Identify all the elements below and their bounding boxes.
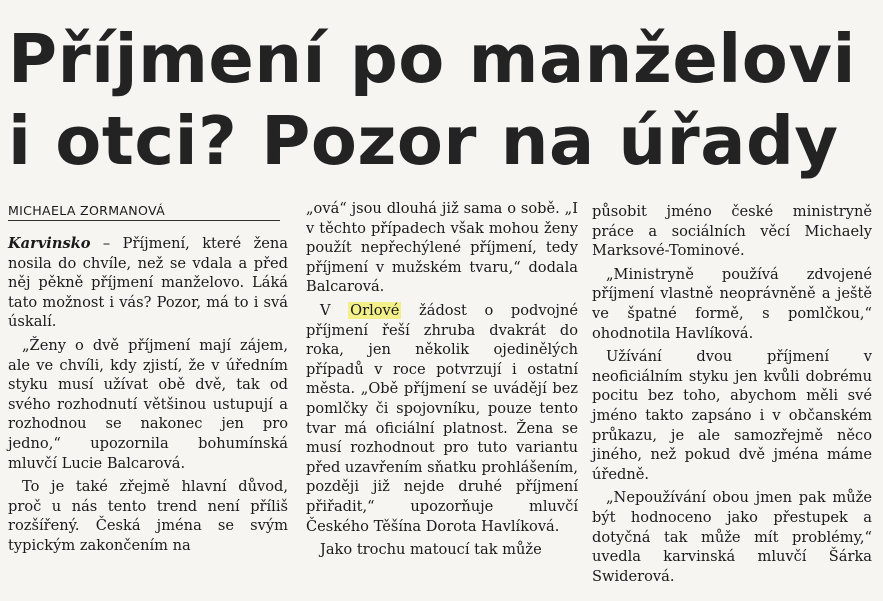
text-segment: žádost o podvojné příjmení řeší zhruba dvakrát do roka, jen několik ojedinělých případů v roce potvrzují i ostatní města. „Obě příjmení se uvádějí bez pomlčky či spojovníku, pouze tento tvar má oficiální platnost. Žena se musí rozhodnout pro tuto variantu před uzavřením sňatku prohlášením, později již nejde druhé příjmení přiřadit,“ upozorňuje mluvčí Českého Těšína Dorota Havlíková. xyxy=(306,301,579,535)
highlighted-word: Orlové xyxy=(350,301,400,319)
article-column-2 xyxy=(306,199,578,564)
paragraph: Užívání dvou příjmení v neoficiálním styku jen kvůli dobrému pocitu bez toho, abychom měli své jméno takto zapsáno i v občanském průkazu, je ale samozřejmě něco jiného, než pokud dvě jména máme úředně. xyxy=(592,348,872,483)
paragraph: „Nepoužívání obou jmen pak může být hodnoceno jako přestupek a dotyčná tak může mít problémy,“ uvedla karvinská mluvčí Šárka Swiderová. xyxy=(592,489,872,585)
headline xyxy=(8,18,868,182)
article-column-1 xyxy=(8,203,288,560)
paragraph: To je také zřejmě hlavní důvod, proč u nás tento trend není příliš rozšířený. Česká jména se svým typickým zakončením na xyxy=(8,478,288,554)
byline: MICHAELA ZORMANOVÁ xyxy=(8,203,280,221)
headline-line-1: Příjmení po manželovi xyxy=(8,20,856,98)
paragraph: Jako trochu matoucí tak může xyxy=(320,541,542,559)
paragraph-with-highlight xyxy=(306,301,578,536)
lead-text: – Příjmení, které žena nosila do chvíle, než se vdala a před něj pěkně příjmení manželovo. Láká tato možnost i vás? Pozor, má to i svá úskalí. xyxy=(8,235,288,331)
paragraph: působit jméno české ministryně práce a sociálních věcí Michaely Marksové-Tominové. xyxy=(592,203,872,260)
text-segment: V xyxy=(320,301,349,319)
article-column-3 xyxy=(592,202,872,590)
paragraph: „Ministryně používá zdvojené příjmení vlastně neoprávněně a ještě ve špatné formě, s pomlčkou,“ ohodnotila Havlíková. xyxy=(592,265,872,342)
paragraph: „ová“ jsou dlouhá již sama o sobě. „I v těchto případech však mohou ženy použít nepřechýlené příjmení, tedy příjmení v mužském tvaru,“ dodala Balcarová. xyxy=(306,200,578,296)
dateline-place: Karvinsko xyxy=(8,235,91,252)
lead-paragraph xyxy=(8,234,288,332)
headline-line-2: i otci? Pozor na úřady xyxy=(8,102,839,180)
paragraph: „Ženy o dvě příjmení mají zájem, ale ve chvíli, kdy zjistí, že v úředním styku musí užívat obě dvě, tak od svého rozhodnutí většinou ustupují a rozhodnou se nakonec jen pro jedno,“ upozornila bohumínská mluvčí Lucie Balcarová. xyxy=(8,336,288,472)
